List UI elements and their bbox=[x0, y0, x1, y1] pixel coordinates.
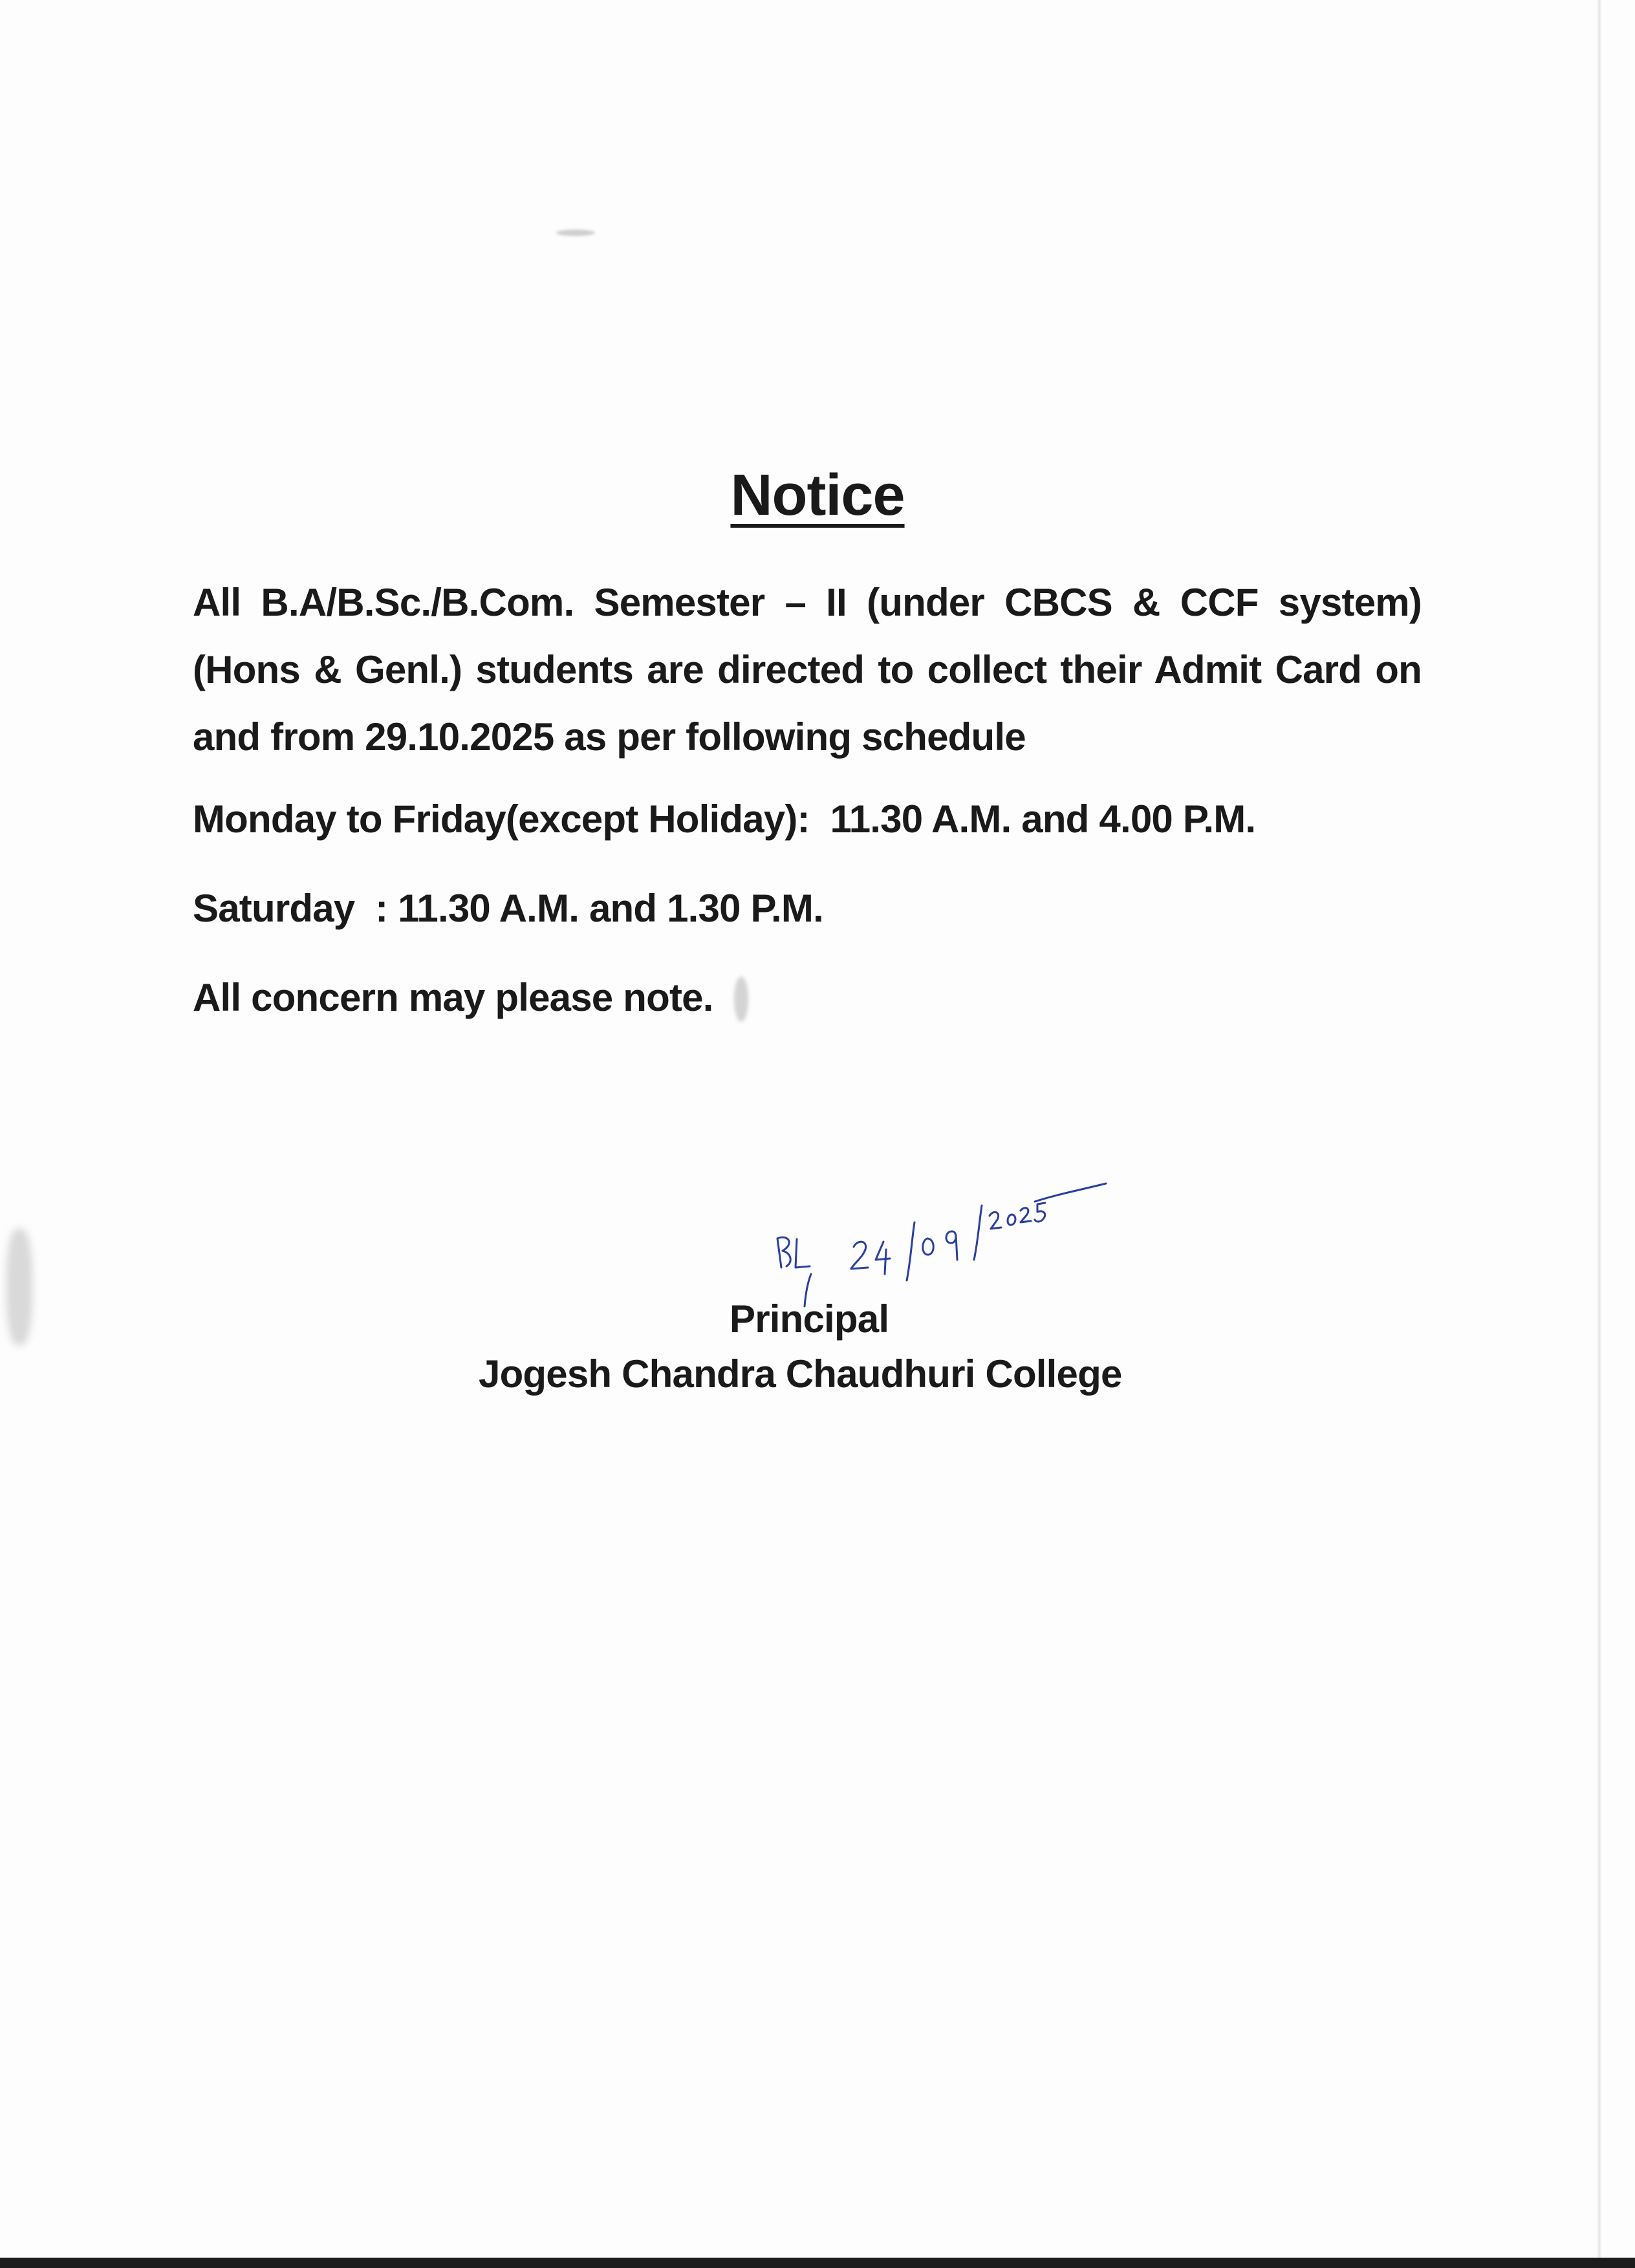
schedule-saturday: Saturday : 11.30 A.M. and 1.30 P.M. bbox=[193, 887, 823, 930]
page-edge bbox=[1597, 0, 1601, 2268]
scan-smudge bbox=[734, 977, 748, 1022]
signatory-designation: Principal bbox=[730, 1297, 889, 1341]
scan-smudge bbox=[556, 230, 595, 236]
schedule-weekdays: Monday to Friday(except Holiday): 11.30 A.M. and 4.00 P.M. bbox=[193, 797, 1256, 841]
college-name: Jogesh Chandra Chaudhuri College bbox=[479, 1352, 1122, 1396]
scan-smudge bbox=[6, 1229, 32, 1345]
notice-title bbox=[0, 462, 1635, 529]
notice-title-text: Notice bbox=[730, 463, 905, 528]
closing-note: All concern may please note. bbox=[193, 976, 713, 1019]
notice-body: All B.A/B.Sc./B.Com. Semester – II (under CBCS & CCF system) (Hons & Genl.) students are directed to collect their Admit Card on and from 29.10.2025 as per following schedule bbox=[193, 581, 1422, 759]
scan-border bbox=[0, 2258, 1635, 2268]
